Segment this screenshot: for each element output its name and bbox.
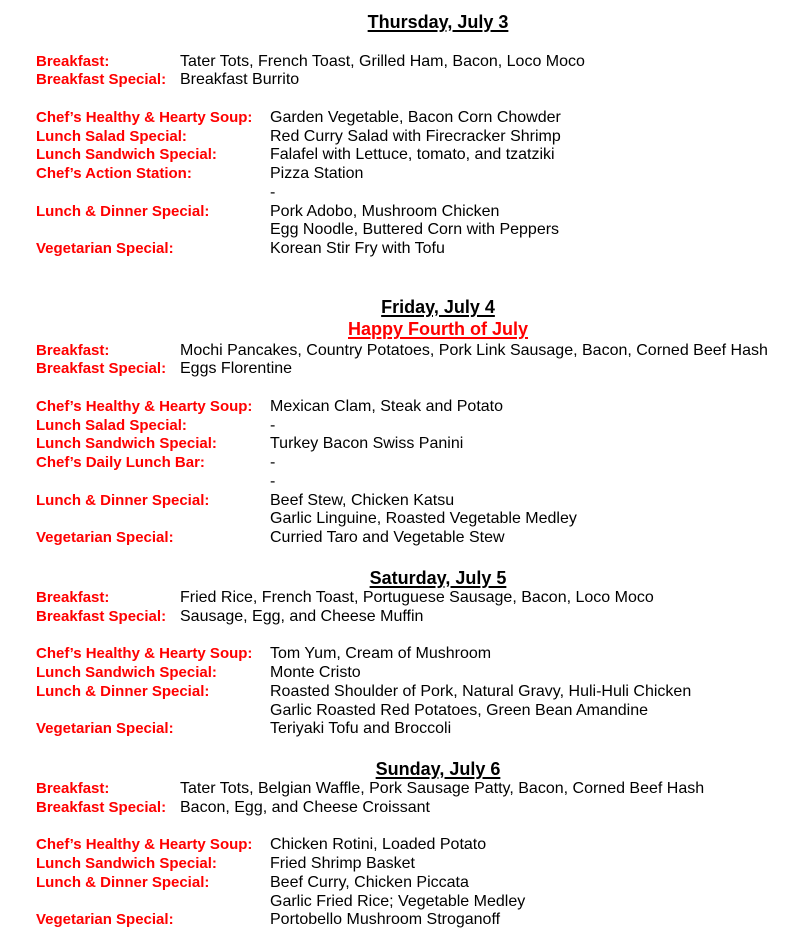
menu-item-label: Chef’s Action Station: [36,165,192,182]
menu-row [0,836,810,855]
menu-item-value: Egg Noodle, Buttered Corn with Peppers [270,221,560,239]
menu-item-label: Breakfast Special: [36,798,167,816]
day-title [0,758,810,780]
day-title-text: Friday, July 4 [381,297,495,317]
day-title-text: Sunday, July 6 [375,759,501,779]
day-title-text: Thursday, July 3 [367,12,509,32]
menu-row [0,702,810,721]
day-title-text: Saturday, July 5 [369,568,507,588]
menu-row [0,128,810,147]
menu-row [0,165,810,184]
menu-item-value: Beef Curry, Chicken Piccata [270,873,469,891]
menu-item-value: Tater Tots, Belgian Waffle, Pork Sausage Patty, Bacon, Corned Beef Hash [180,780,705,797]
lunch-dinner-group [0,645,810,739]
breakfast-group [0,53,810,91]
menu-item-value: Falafel with Lettuce, tomato, and tzatziki [270,146,555,164]
menu-row [0,780,810,799]
menu-item-value: Teriyaki Tofu and Broccoli [270,720,452,738]
menu-item-label: Breakfast: [36,341,110,359]
menu-item-value: Mexican Clam, Steak and Potato [270,397,504,415]
menu-item-value: - [270,472,276,490]
menu-row [0,221,810,240]
menu-row [0,342,810,361]
menu-row [0,799,810,818]
menu-item-label: Lunch & Dinner Special: [36,873,210,891]
holiday-subtitle [0,318,810,340]
menu-item-label: Chef’s Healthy & Hearty Soup: [36,836,253,854]
menu-item-label: Breakfast: [36,52,110,70]
menu-item-label: Lunch Sandwich Special: [36,855,217,872]
day-section-friday [0,296,810,548]
menu-item-value: Turkey Bacon Swiss Panini [270,435,464,453]
menu-item-value: Mochi Pancakes, Country Potatoes, Pork Link Sausage, Bacon, Corned Beef Hash [180,341,768,359]
menu-item-label: Breakfast Special: [36,607,167,625]
menu-item-value: Eggs Florentine [180,360,293,378]
menu-item-value: - [270,183,276,201]
menu-item-value: Portobello Mushroom Stroganoff [270,911,501,929]
menu-row [0,664,810,683]
menu-item-label: Chef’s Healthy & Hearty Soup: [36,397,253,415]
menu-item-label: Breakfast: [36,780,110,797]
menu-item-value: Breakfast Burrito [180,71,300,89]
menu-row [0,510,810,529]
menu-item-value: Pizza Station [270,165,364,182]
menu-item-value: Sausage, Egg, and Cheese Muffin [180,607,424,625]
menu-item-value: Korean Stir Fry with Tofu [270,240,445,257]
menu-row [0,874,810,893]
day-title [0,11,810,33]
lunch-dinner-group [0,836,810,930]
menu-item-label: Lunch Salad Special: [36,416,187,434]
menu-row [0,360,810,379]
day-section-sunday [0,758,810,930]
menu-row [0,203,810,222]
menu-row [0,146,810,165]
menu-item-value: Fried Shrimp Basket [270,855,415,872]
menu-row [0,53,810,72]
menu-item-value: Roasted Shoulder of Pork, Natural Gravy, Huli-Huli Chicken [270,682,692,700]
day-section-thursday [0,11,810,259]
menu-row [0,454,810,473]
menu-item-value: Chicken Rotini, Loaded Potato [270,836,487,854]
day-title [0,296,810,318]
menu-item-value: Tater Tots, French Toast, Grilled Ham, Bacon, Loco Moco [180,52,585,70]
menu-item-value: Bacon, Egg, and Cheese Croissant [180,798,430,816]
menu-row [0,71,810,90]
menu-row [0,589,810,608]
menu-item-label: Vegetarian Special: [36,240,174,257]
menu-row [0,893,810,912]
menu-item-label: Breakfast Special: [36,71,167,89]
menu-item-value: Pork Adobo, Mushroom Chicken [270,202,500,220]
menu-item-label: Vegetarian Special: [36,529,174,546]
menu-row [0,398,810,417]
menu-item-value: Tom Yum, Cream of Mushroom [270,645,492,663]
menu-item-label: Breakfast: [36,589,110,606]
menu-item-value: Monte Cristo [270,664,361,681]
menu-row [0,683,810,702]
menu-item-value: Curried Taro and Vegetable Stew [270,529,505,546]
day-section-saturday [0,567,810,739]
menu-item-value: Garlic Fried Rice; Vegetable Medley [270,892,526,910]
menu-row [0,911,810,930]
menu-row [0,492,810,511]
menu-row [0,240,810,259]
menu-item-label: Lunch & Dinner Special: [36,682,210,700]
breakfast-group [0,342,810,380]
breakfast-group [0,780,810,818]
menu-row [0,417,810,436]
menu-item-value: Fried Rice, French Toast, Portuguese Sausage, Bacon, Loco Moco [180,589,654,606]
menu-item-value: Garlic Roasted Red Potatoes, Green Bean Amandine [270,701,648,719]
menu-row [0,529,810,548]
lunch-dinner-group [0,109,810,259]
holiday-subtitle-text: Happy Fourth of July [348,319,528,339]
menu-item-label: Vegetarian Special: [36,720,174,738]
menu-item-label: Lunch & Dinner Special: [36,202,210,220]
menu-row [0,608,810,627]
menu-item-value: - [270,416,276,434]
menu-item-label: Breakfast Special: [36,360,167,378]
breakfast-group [0,589,810,627]
menu-row [0,473,810,492]
menu-row [0,109,810,128]
menu-item-value: Beef Stew, Chicken Katsu [270,491,455,509]
menu-item-label: Chef’s Daily Lunch Bar: [36,454,205,471]
menu-item-value: Garlic Linguine, Roasted Vegetable Medley [270,510,577,528]
menu-item-label: Lunch Sandwich Special: [36,664,217,681]
menu-row [0,720,810,739]
menu-row [0,435,810,454]
lunch-dinner-group [0,398,810,548]
menu-row [0,645,810,664]
menu-item-label: Lunch & Dinner Special: [36,491,210,509]
menu-item-label: Chef’s Healthy & Hearty Soup: [36,645,253,663]
day-title [0,567,810,589]
menu-item-value: Garden Vegetable, Bacon Corn Chowder [270,108,561,126]
menu-row [0,184,810,203]
menu-item-label: Lunch Salad Special: [36,127,187,145]
menu-item-label: Lunch Sandwich Special: [36,146,217,164]
menu-item-value: - [270,454,276,471]
menu-item-label: Vegetarian Special: [36,911,174,929]
menu-item-value: Red Curry Salad with Firecracker Shrimp [270,127,561,145]
menu-item-label: Chef’s Healthy & Hearty Soup: [36,108,253,126]
menu-item-label: Lunch Sandwich Special: [36,435,217,453]
menu-row [0,855,810,874]
